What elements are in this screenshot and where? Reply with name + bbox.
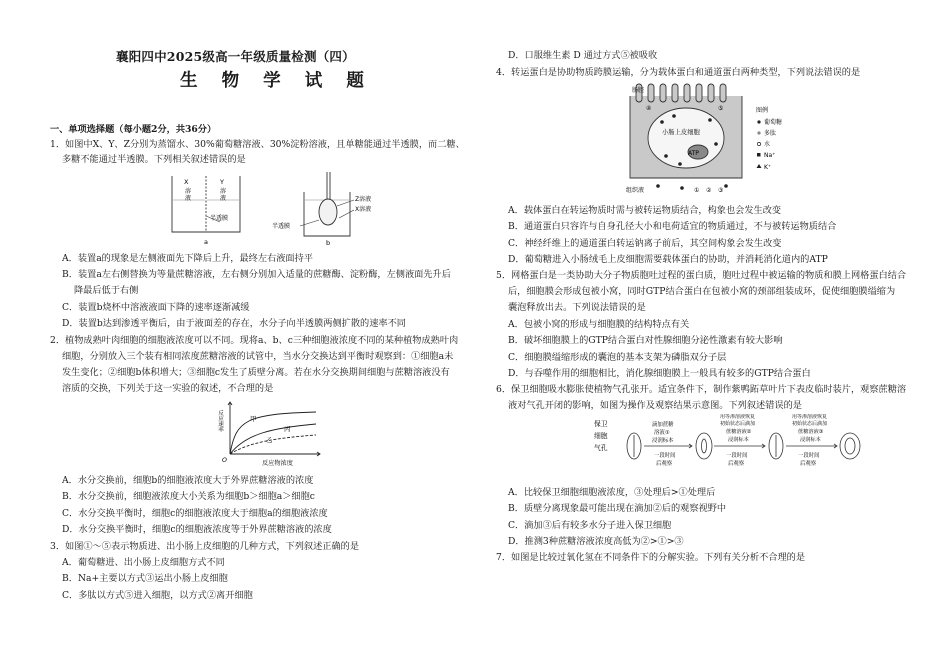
device-a-y-label: Y xyxy=(220,178,224,186)
q4-legend-water: 水 xyxy=(764,141,771,148)
device-b xyxy=(300,172,354,236)
device-a-x-ye: 液 xyxy=(185,195,192,202)
q6-step2-line2: 初始状态后滴加 xyxy=(720,421,756,427)
q2-stem: 发生变化；②细胞b体积增大；③细胞c发生了质壁分离。若在水分交换期间细胞与蔗糖溶液没有 xyxy=(62,367,450,378)
q6-step3-wait2: 后观察 xyxy=(800,461,817,467)
q2-option-c: C．水分交换平衡时，细胞c的细胞液浓度大于细胞a的细胞液浓度 xyxy=(62,508,328,519)
q3-option-c: C．多肽以方式⑤进入细胞，以方式②离开细胞 xyxy=(62,590,253,601)
q6-step1-wait2: 后观察 xyxy=(656,461,673,467)
q2-stem: 溶质的交换，下列关于这一实验的叙述，不合理的是 xyxy=(62,383,274,394)
q2-chart-curve-2: 丙 xyxy=(284,425,291,433)
q6-option-a: A．比较保卫细胞细胞液浓度，③处理后>①处理后 xyxy=(508,487,716,498)
q3-option-b: B．Na+主要以方式③运出小肠上皮细胞 xyxy=(62,573,228,584)
q4-legend-title: 图例 xyxy=(756,107,769,114)
q1-option-b: B．装置a左右侧替换为等量蔗糖溶液，左右侧分别加入适量的蔗糖酶、淀粉酶，左侧液面先升后 xyxy=(62,269,451,280)
device-b-z-label: Z溶液 xyxy=(355,196,372,203)
q6-side-label-3: 气孔 xyxy=(594,444,608,452)
q6-step2-wait2: 后观察 xyxy=(728,461,745,467)
q6-step3-wait1: 一段时间 xyxy=(798,453,820,459)
q6-option-b: B．质壁分离现象最可能出现在滴加②后的观察视野中 xyxy=(508,503,727,514)
q4-atp-label: ATP xyxy=(688,150,699,157)
q6-option-d: D．推测3种蔗糖溶液浓度高低为②>①>③ xyxy=(508,536,684,547)
q6-step2-line4: 浸润标本 xyxy=(728,437,749,443)
q4-mark-1: ① xyxy=(694,187,700,194)
q2-rate-chart xyxy=(216,398,326,468)
q6-step1-wait1: 一段时间 xyxy=(654,453,676,459)
q1-figure xyxy=(154,170,384,246)
q2-chart-curve-3: 乙 xyxy=(266,436,273,444)
q2-chart-curve-1: 甲 xyxy=(250,415,257,423)
q4-cell-label: 小肠上皮细胞 xyxy=(662,129,700,136)
q6-stem: 液对气孔开闭的影响，如图为操作及观察结果示意图。下列叙述错误的是 xyxy=(508,400,802,411)
q4-option-c: C．神经纤维上的通道蛋白转运钠离子前后，其空间构象会发生改变 xyxy=(508,238,782,249)
device-b-membrane-label: 半透膜 xyxy=(272,223,291,230)
q2-option-b: B．水分交换前，细胞液浓度大小关系为细胞b＞细胞a＞细胞c xyxy=(62,491,315,502)
q1-stem: 多糖不能通过半透膜。下列相关叙述错误的是 xyxy=(62,154,246,165)
q3-option-d: D．口服维生素 D 通过方式⑤被吸收 xyxy=(508,50,658,61)
q6-step2-wait1: 一段时间 xyxy=(726,453,748,459)
q3-stem: 3．如图①～⑤表示物质进、出小肠上皮细胞的几种方式，下列叙述正确的是 xyxy=(50,541,360,552)
q3-option-a: A．葡萄糖进、出小肠上皮细胞方式不同 xyxy=(62,557,225,568)
device-a-x-rong: 溶 xyxy=(185,188,192,195)
q2-chart-origin: O xyxy=(222,457,227,464)
subject-title: 生 物 学 试 题 xyxy=(180,71,373,91)
q1-option-d: D．装置b达到渗透平衡后，由于液面差的存在，水分子向半透膜两侧扩散的速率不同 xyxy=(62,318,406,329)
q6-side-label-2: 细胞 xyxy=(594,432,608,440)
q6-step1-line2: 溶液① xyxy=(654,430,670,436)
q1-stem: 1．如图中X、Y、Z分别为蒸馏水、30%葡萄糖溶液、30%淀粉溶液，且单糖能通过半透膜，而二糖、 xyxy=(50,139,465,150)
device-a-x-label: X xyxy=(184,178,189,186)
device-b-x-label: X溶液 xyxy=(355,206,372,213)
device-a-y-ye: 液 xyxy=(220,195,227,202)
q5-stem: 囊泡释放出去。下列说法错误的是 xyxy=(508,302,646,313)
q6-step3-line3: 蔗糖溶液③ xyxy=(798,429,824,435)
q6-step2-line1: 用等渗溶液恢复 xyxy=(720,414,756,420)
q2-chart-xlabel: 反应物浓度 xyxy=(262,460,293,467)
q4-tissue-label: 组织液 xyxy=(626,187,645,194)
q4-mark-4: ④ xyxy=(646,105,652,112)
q6-step1-line3: 浸润标本 xyxy=(652,438,674,444)
q4-option-d: D．葡萄糖进入小肠绒毛上皮细胞需要载体蛋白的协助，并消耗消化道内的ATP xyxy=(508,254,828,265)
q2-option-d: D．水分交换平衡时，细胞c的细胞液浓度等于外界蔗糖溶液的浓度 xyxy=(62,524,332,535)
q6-step3-line2: 初始状态后滴加 xyxy=(792,421,828,427)
q5-stem: 5．网格蛋白是一类协助大分子物质胞吐过程的蛋白质，胞吐过程中被运输的物质和膜上网格蛋白结合 xyxy=(496,270,907,281)
q5-option-c: C．细胞膜缢缩形成的囊泡的基本支架为磷脂双分子层 xyxy=(508,352,727,363)
q4-legend-glucose: 葡萄糖 xyxy=(764,119,783,126)
q4-stem: 4．转运蛋白是协助物质跨膜运输，分为载体蛋白和通道蛋白两种类型，下列说法错误的是 xyxy=(496,67,861,78)
device-a xyxy=(172,176,240,232)
q4-mark-3: ③ xyxy=(718,187,724,194)
q6-side-label-1: 保卫 xyxy=(594,420,608,428)
q2-stem: 2．植物成熟叶肉细胞的细胞液浓度可以不同。现将a、b、c三种细胞液浓度不同的某种植物成熟叶肉 xyxy=(50,335,459,346)
section-title: 一、单项选择题（每小题2分，共36分） xyxy=(50,124,217,135)
q1-option-b-cont: 降最后低于右侧 xyxy=(74,285,139,296)
q4-cell-figure xyxy=(622,82,802,198)
device-a-caption: a xyxy=(204,238,208,246)
q4-lumen-label: 肠腔 xyxy=(632,87,645,94)
device-b-caption: b xyxy=(326,239,331,246)
q4-legend-na: Na⁺ xyxy=(764,152,776,159)
q4-mark-5: ⑤ xyxy=(718,105,724,112)
q5-option-a: A．包被小窝的形成与细胞膜的结构特点有关 xyxy=(508,319,690,330)
q5-option-b: B．破坏细胞膜上的GTP结合蛋白对性腺细胞分泌性激素有较大影响 xyxy=(508,335,783,346)
q1-option-c: C．装置b烧杯中溶液液面下降的速率逐渐减缓 xyxy=(62,302,250,313)
q7-stem: 7．如图是比较过氧化氢在不同条件下的分解实验。下列有关分析不合理的是 xyxy=(496,552,806,563)
q4-option-b: B．通道蛋白只容许与自身孔径大小和电荷适宜的物质通过，不与被转运物质结合 xyxy=(508,221,837,232)
q6-stomata-figure xyxy=(592,414,870,480)
q5-option-d: D．与吞噬作用的细胞相比，消化腺细胞膜上一般具有较多的GTP结合蛋白 xyxy=(508,368,811,379)
q6-option-c: C．滴加③后有较多水分子进入保卫细胞 xyxy=(508,520,672,531)
q5-stem: 后，细胞膜会形成包被小窝，同时GTP结合蛋白在包被小窝的颈部组装成环，促使细胞膜缢缩为 xyxy=(508,286,896,297)
school-title: 襄阳四中2025级高一年级质量检测（四） xyxy=(116,49,355,64)
q2-chart-ylabel: 反应速率 xyxy=(217,410,223,433)
device-a-y-rong: 溶 xyxy=(220,188,227,195)
q4-option-a: A．载体蛋白在转运物质时需与被转运物质结合，构象也会发生改变 xyxy=(508,205,782,216)
q6-stem: 6．保卫细胞吸水膨胀使植物气孔张开。适宜条件下，制作紫鸭跖草叶片下表皮临时装片，观察蔗糖溶 xyxy=(496,384,907,395)
q4-legend-peptide: 多肽 xyxy=(764,130,777,137)
q4-mark-2: ② xyxy=(706,187,712,194)
q6-step3-line1: 用等渗溶液恢复 xyxy=(792,414,828,420)
q2-option-a: A．水分交换前，细胞b的细胞液浓度大于外界蔗糖溶液的浓度 xyxy=(62,475,314,486)
q2-stem: 细胞，分别放入三个装有相同浓度蔗糖溶液的试管中，当水分交换达到平衡时观察到：①细胞a未 xyxy=(62,351,454,362)
q1-option-a: A．装置a的现象是左侧液面先下降后上升，最终左右液面持平 xyxy=(62,253,313,264)
q6-step1-line1: 滴加蔗糖 xyxy=(652,422,674,428)
q6-step2-line3: 蔗糖溶液② xyxy=(726,429,752,435)
q6-step3-line4: 浸润标本 xyxy=(800,437,821,443)
q4-legend-k: K⁺ xyxy=(764,164,772,171)
device-a-membrane-label: 半透膜 xyxy=(210,215,229,222)
